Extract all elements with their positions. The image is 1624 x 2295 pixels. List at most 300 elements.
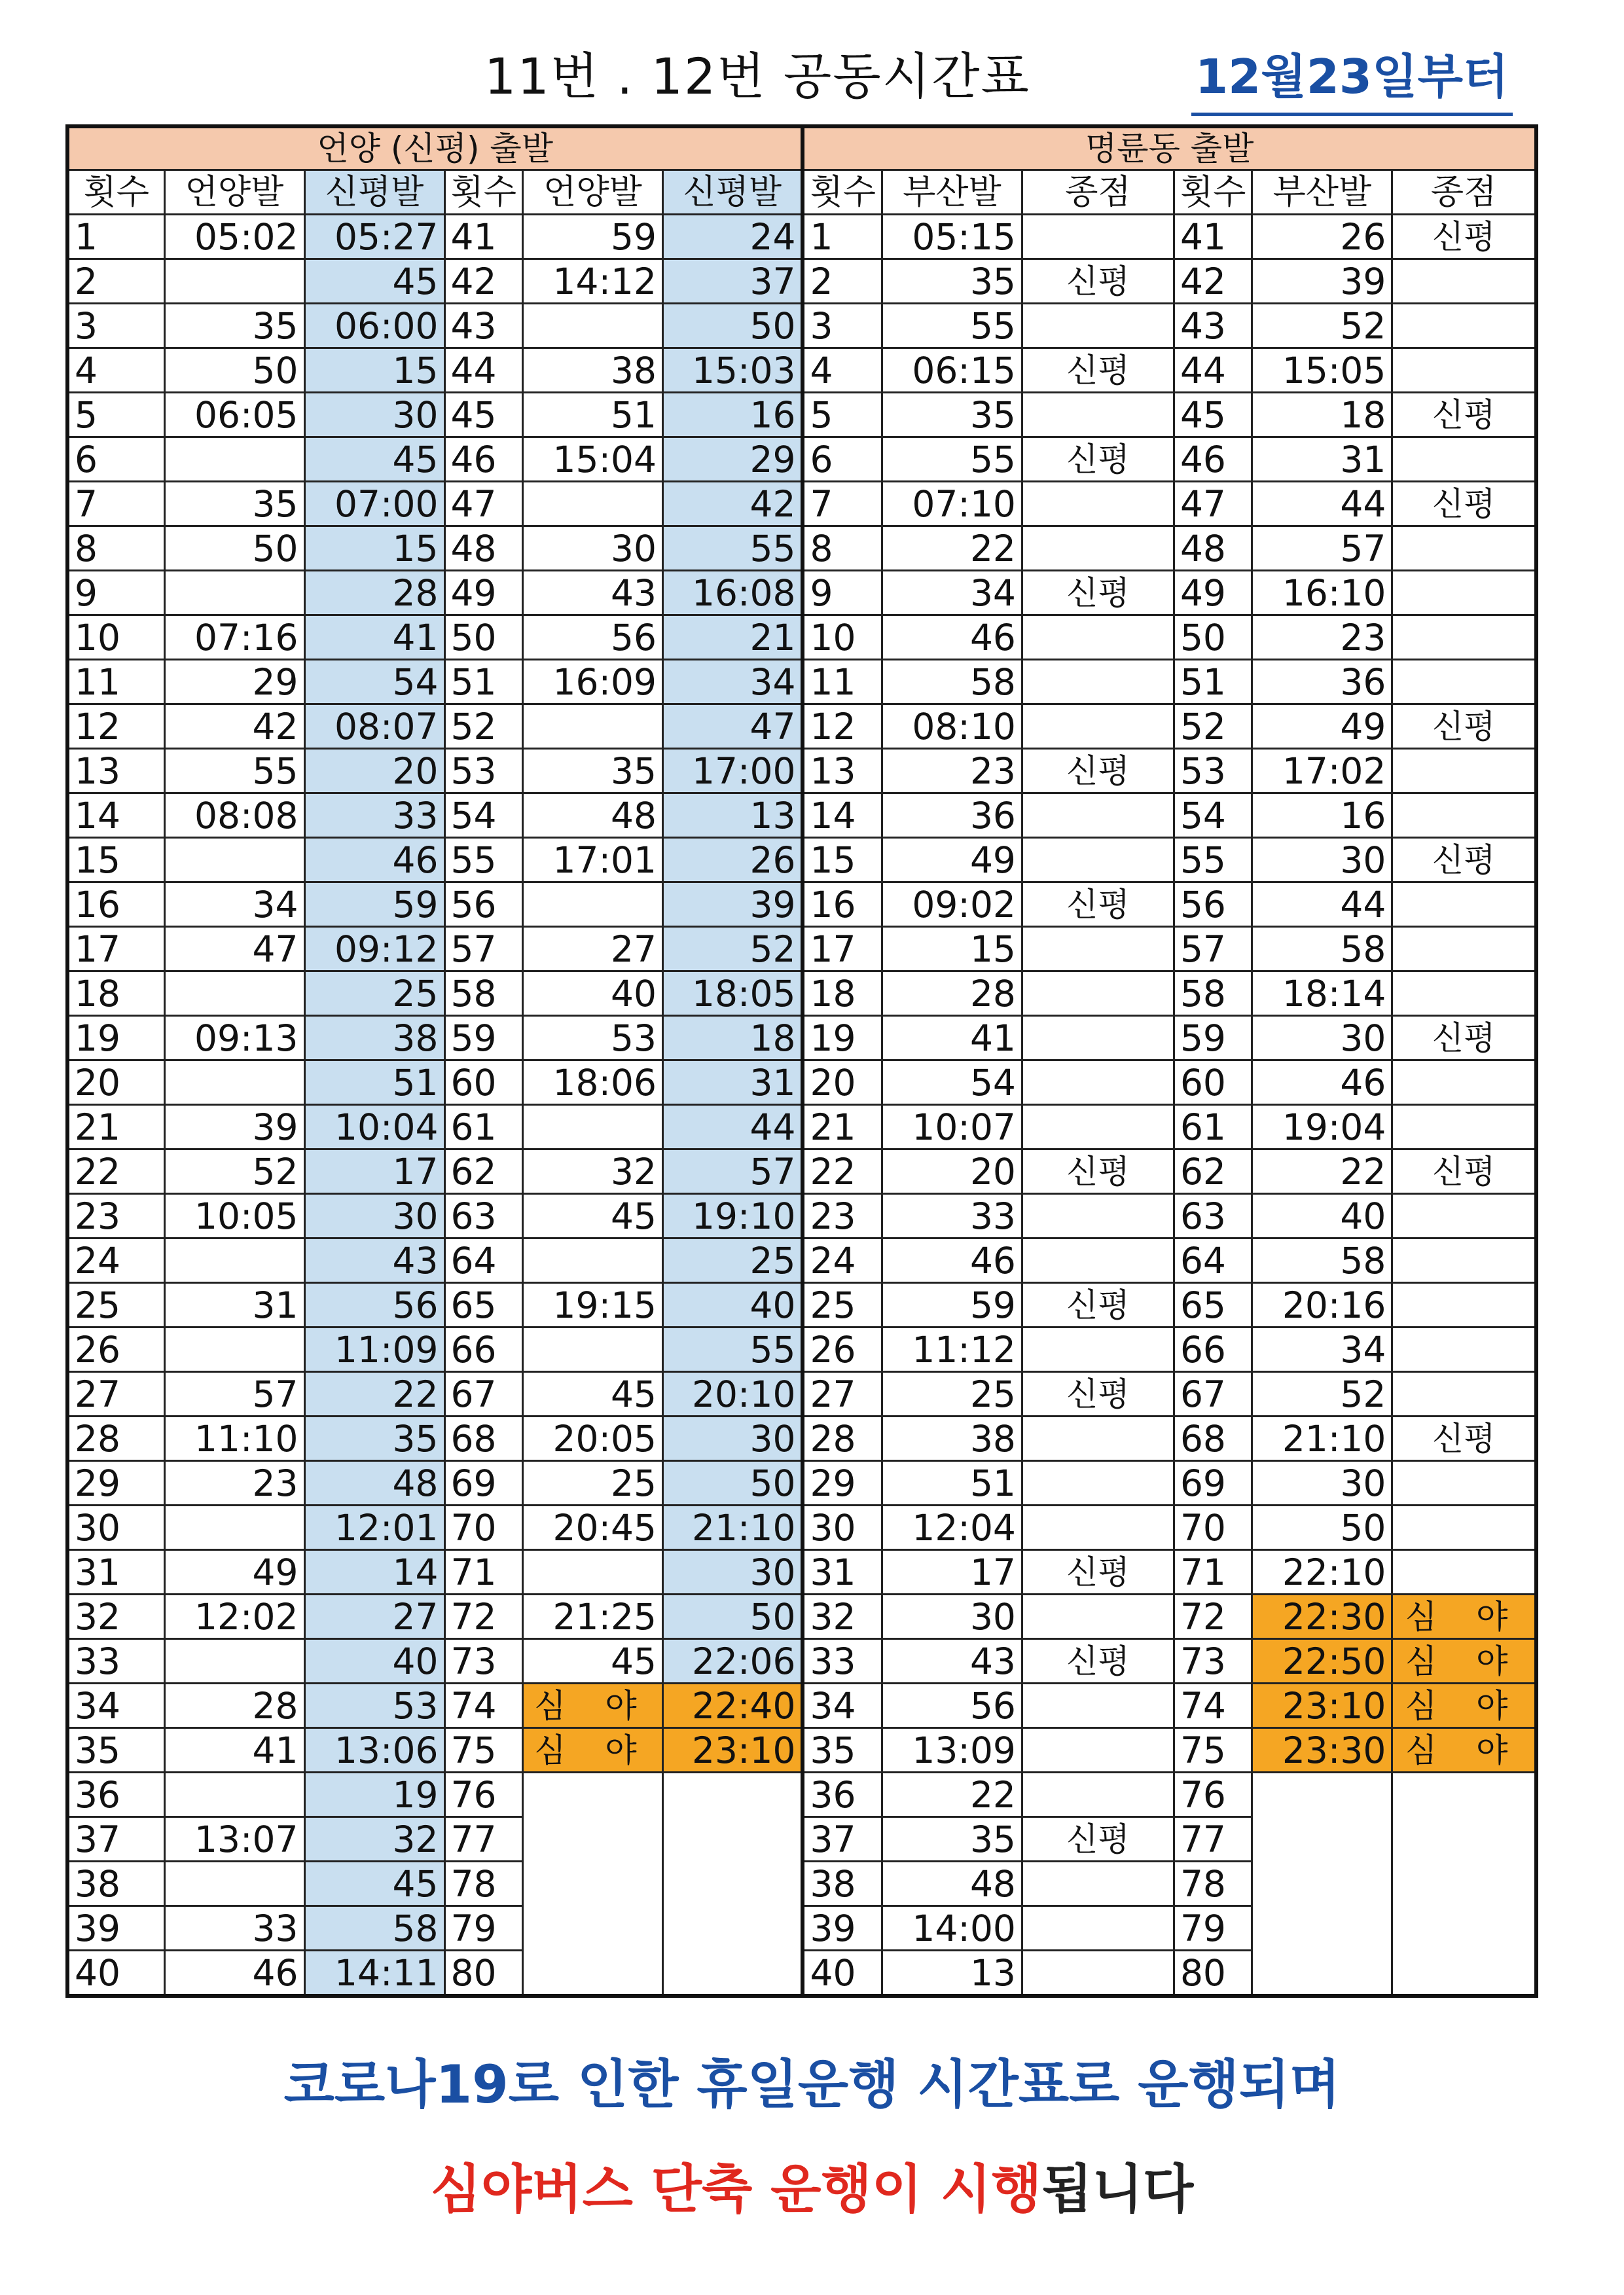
table-cell: 78 <box>1174 1862 1252 1906</box>
table-cell <box>1252 1817 1392 1862</box>
table-cell: 5 <box>803 393 882 437</box>
table-cell: 22:40 <box>662 1684 803 1728</box>
table-cell: 신평 <box>1022 348 1174 393</box>
table-cell: 3 <box>803 304 882 348</box>
table-cell: 10 <box>803 615 882 660</box>
table-cell: 신평 <box>1392 838 1536 882</box>
table-cell: 46 <box>882 615 1022 660</box>
table-cell <box>1022 1105 1174 1149</box>
table-cell: 17:00 <box>662 749 803 793</box>
table-cell: 54 <box>1174 793 1252 838</box>
table-cell <box>1392 1238 1536 1283</box>
table-cell <box>1022 927 1174 971</box>
table-cell: 63 <box>1174 1194 1252 1238</box>
table-cell: 13 <box>803 749 882 793</box>
notice-line-2 <box>0 2154 1624 2226</box>
table-cell: 67 <box>1174 1372 1252 1417</box>
table-cell: 3 <box>67 304 164 348</box>
table-cell: 47 <box>444 482 522 526</box>
table-cell: 43 <box>522 571 662 615</box>
table-cell: 11 <box>803 660 882 704</box>
table-cell: 34 <box>882 571 1022 615</box>
table-cell <box>522 1906 662 1951</box>
table-cell: 19 <box>304 1773 444 1817</box>
table-cell: 15 <box>304 348 444 393</box>
table-cell: 23 <box>164 1461 304 1506</box>
table-cell: 14:12 <box>522 259 662 304</box>
table-cell: 24 <box>803 1238 882 1283</box>
table-cell: 08:10 <box>882 704 1022 749</box>
table-cell: 25 <box>803 1283 882 1328</box>
table-cell: 53 <box>522 1016 662 1060</box>
table-cell: 58 <box>1252 927 1392 971</box>
table-cell: 43 <box>304 1238 444 1283</box>
table-row <box>67 1238 1536 1283</box>
table-cell: 32 <box>803 1595 882 1639</box>
table-cell: 신평 <box>1022 259 1174 304</box>
table-cell <box>1022 1906 1174 1951</box>
table-cell: 77 <box>1174 1817 1252 1862</box>
table-cell: 22 <box>67 1149 164 1194</box>
table-cell: 35 <box>803 1728 882 1773</box>
table-cell: 14 <box>304 1550 444 1595</box>
table-cell: 22:10 <box>1252 1550 1392 1595</box>
table-row <box>67 571 1536 615</box>
table-cell: 51 <box>1174 660 1252 704</box>
table-cell: 07:10 <box>882 482 1022 526</box>
table-cell: 30 <box>882 1595 1022 1639</box>
table-cell: 13 <box>67 749 164 793</box>
table-cell: 25 <box>67 1283 164 1328</box>
table-cell <box>1392 571 1536 615</box>
table-cell <box>1392 1060 1536 1105</box>
table-cell: 42 <box>662 482 803 526</box>
table-cell: 23:30 <box>1252 1728 1392 1773</box>
table-cell: 41 <box>164 1728 304 1773</box>
table-cell: 18:14 <box>1252 971 1392 1016</box>
table-cell: 57 <box>164 1372 304 1417</box>
table-cell: 18 <box>803 971 882 1016</box>
table-cell: 28 <box>803 1417 882 1461</box>
table-cell: 13:06 <box>304 1728 444 1773</box>
table-cell <box>1392 348 1536 393</box>
table-cell <box>164 1639 304 1684</box>
table-cell: 22 <box>304 1372 444 1417</box>
table-cell <box>1392 749 1536 793</box>
table-cell <box>1022 1595 1174 1639</box>
table-cell: 52 <box>444 704 522 749</box>
table-cell <box>1022 215 1174 259</box>
table-row <box>67 615 1536 660</box>
table-cell: 65 <box>444 1283 522 1328</box>
table-cell: 51 <box>882 1461 1022 1506</box>
table-cell: 23 <box>882 749 1022 793</box>
table-cell: 신평 <box>1022 1372 1174 1417</box>
table-cell: 20:45 <box>522 1506 662 1550</box>
table-cell: 21 <box>67 1105 164 1149</box>
table-cell: 신평 <box>1392 1417 1536 1461</box>
table-cell: 06:00 <box>304 304 444 348</box>
table-cell: 72 <box>1174 1595 1252 1639</box>
table-cell <box>164 838 304 882</box>
table-cell: 44 <box>662 1105 803 1149</box>
table-cell <box>1022 304 1174 348</box>
table-cell <box>522 1773 662 1817</box>
table-row <box>67 437 1536 482</box>
table-cell: 23 <box>1252 615 1392 660</box>
table-cell <box>522 482 662 526</box>
table-cell: 44 <box>1174 348 1252 393</box>
table-cell: 16 <box>1252 793 1392 838</box>
table-cell: 64 <box>444 1238 522 1283</box>
table-cell: 29 <box>164 660 304 704</box>
table-cell: 56 <box>882 1684 1022 1728</box>
table-cell: 55 <box>662 526 803 571</box>
table-cell: 06:05 <box>164 393 304 437</box>
table-cell: 30 <box>803 1506 882 1550</box>
table-cell: 20 <box>882 1149 1022 1194</box>
table-cell: 30 <box>304 393 444 437</box>
table-cell: 31 <box>803 1550 882 1595</box>
table-cell: 68 <box>1174 1417 1252 1461</box>
table-cell: 20:16 <box>1252 1283 1392 1328</box>
table-cell: 61 <box>1174 1105 1252 1149</box>
table-cell: 30 <box>662 1417 803 1461</box>
table-cell: 2 <box>803 259 882 304</box>
table-cell: 35 <box>882 259 1022 304</box>
table-cell: 19 <box>67 1016 164 1060</box>
table-cell: 신평 <box>1392 482 1536 526</box>
table-cell: 10:05 <box>164 1194 304 1238</box>
table-cell: 16:10 <box>1252 571 1392 615</box>
table-cell: 11 <box>67 660 164 704</box>
table-cell: 22 <box>1252 1149 1392 1194</box>
table-cell: 11:12 <box>882 1328 1022 1372</box>
col-header: 부산발 <box>882 170 1022 215</box>
table-cell: 35 <box>304 1417 444 1461</box>
table-row <box>67 1550 1536 1595</box>
table-cell <box>1022 1951 1174 1997</box>
table-cell: 47 <box>1174 482 1252 526</box>
table-cell: 30 <box>1252 1461 1392 1506</box>
table-cell <box>1022 1684 1174 1728</box>
table-cell <box>522 1238 662 1283</box>
table-cell: 27 <box>522 927 662 971</box>
table-cell: 50 <box>444 615 522 660</box>
table-cell: 46 <box>1174 437 1252 482</box>
table-cell <box>1022 1461 1174 1506</box>
table-cell: 15:05 <box>1252 348 1392 393</box>
table-cell: 38 <box>304 1016 444 1060</box>
table-cell: 50 <box>662 304 803 348</box>
table-cell: 46 <box>304 838 444 882</box>
table-cell: 신평 <box>1022 882 1174 927</box>
table-cell: 6 <box>803 437 882 482</box>
table-cell: 41 <box>1174 215 1252 259</box>
table-cell <box>1022 660 1174 704</box>
table-cell: 10:07 <box>882 1105 1022 1149</box>
table-cell: 19:04 <box>1252 1105 1392 1149</box>
col-header: 종점 <box>1022 170 1174 215</box>
table-cell: 신평 <box>1392 1149 1536 1194</box>
table-cell: 18:05 <box>662 971 803 1016</box>
table-cell: 48 <box>522 793 662 838</box>
table-cell: 43 <box>1174 304 1252 348</box>
table-cell: 16:09 <box>522 660 662 704</box>
page-header <box>0 41 1624 119</box>
table-cell: 20 <box>304 749 444 793</box>
table-cell: 심 야 <box>1392 1595 1536 1639</box>
table-cell: 36 <box>67 1773 164 1817</box>
table-row <box>67 526 1536 571</box>
table-cell: 18 <box>67 971 164 1016</box>
table-cell: 16 <box>662 393 803 437</box>
table-cell: 72 <box>444 1595 522 1639</box>
table-cell: 25 <box>882 1372 1022 1417</box>
table-cell: 59 <box>304 882 444 927</box>
table-cell: 16:08 <box>662 571 803 615</box>
table-cell: 08:07 <box>304 704 444 749</box>
table-cell: 60 <box>1174 1060 1252 1105</box>
table-cell <box>1022 526 1174 571</box>
table-cell <box>1022 1194 1174 1238</box>
table-cell: 14:11 <box>304 1951 444 1997</box>
table-cell: 55 <box>1174 838 1252 882</box>
table-cell: 35 <box>882 393 1022 437</box>
table-cell: 71 <box>444 1550 522 1595</box>
col-header: 신평발 <box>304 170 444 215</box>
table-cell: 신평 <box>1022 1283 1174 1328</box>
table-cell <box>1022 1773 1174 1817</box>
table-row <box>67 1283 1536 1328</box>
table-cell <box>1392 1194 1536 1238</box>
table-cell: 12 <box>67 704 164 749</box>
table-cell: 50 <box>164 526 304 571</box>
table-cell: 심 야 <box>1392 1728 1536 1773</box>
table-cell: 22 <box>882 1773 1022 1817</box>
table-cell: 신평 <box>1022 1149 1174 1194</box>
table-cell: 심 야 <box>522 1728 662 1773</box>
table-cell <box>164 259 304 304</box>
table-cell: 8 <box>803 526 882 571</box>
table-cell: 27 <box>67 1372 164 1417</box>
table-cell: 42 <box>164 704 304 749</box>
table-cell: 80 <box>444 1951 522 1997</box>
table-cell: 15:03 <box>662 348 803 393</box>
table-cell: 50 <box>164 348 304 393</box>
table-cell: 74 <box>444 1684 522 1728</box>
table-cell: 57 <box>1174 927 1252 971</box>
table-cell: 22 <box>882 526 1022 571</box>
table-cell: 62 <box>1174 1149 1252 1194</box>
table-row <box>67 1149 1536 1194</box>
table-cell <box>522 304 662 348</box>
table-cell: 59 <box>522 215 662 259</box>
table-cell: 07:00 <box>304 482 444 526</box>
table-cell: 13 <box>882 1951 1022 1997</box>
table-cell: 15 <box>882 927 1022 971</box>
table-cell <box>662 1951 803 1997</box>
table-cell: 73 <box>444 1639 522 1684</box>
col-header: 언양발 <box>164 170 304 215</box>
effective-date: 12월23일부터 <box>1191 41 1513 116</box>
table-cell: 66 <box>1174 1328 1252 1372</box>
table-cell: 23 <box>803 1194 882 1238</box>
table-cell <box>1022 1016 1174 1060</box>
table-cell <box>1392 437 1536 482</box>
table-cell: 52 <box>1252 304 1392 348</box>
table-cell <box>1392 1105 1536 1149</box>
table-cell: 54 <box>304 660 444 704</box>
table-cell: 44 <box>444 348 522 393</box>
table-cell <box>1392 1951 1536 1997</box>
table-cell: 25 <box>522 1461 662 1506</box>
table-cell: 56 <box>1174 882 1252 927</box>
timetable-body <box>67 126 1536 1996</box>
table-cell <box>1022 1417 1174 1461</box>
table-row <box>67 1328 1536 1372</box>
table-row <box>67 1060 1536 1105</box>
table-cell <box>1392 526 1536 571</box>
table-cell: 35 <box>67 1728 164 1773</box>
table-cell: 41 <box>304 615 444 660</box>
table-cell: 45 <box>522 1194 662 1238</box>
table-cell: 1 <box>803 215 882 259</box>
table-cell <box>164 1060 304 1105</box>
table-cell: 9 <box>67 571 164 615</box>
table-row <box>67 215 1536 259</box>
table-cell: 5 <box>67 393 164 437</box>
col-header: 종점 <box>1392 170 1536 215</box>
table-cell: 50 <box>1174 615 1252 660</box>
table-cell: 31 <box>164 1283 304 1328</box>
table-cell: 40 <box>803 1951 882 1997</box>
table-cell: 23 <box>67 1194 164 1238</box>
table-cell: 08:08 <box>164 793 304 838</box>
table-cell: 17:01 <box>522 838 662 882</box>
table-cell: 52 <box>1174 704 1252 749</box>
table-cell <box>662 1862 803 1906</box>
table-cell: 신평 <box>1022 571 1174 615</box>
table-cell <box>1392 1328 1536 1372</box>
table-cell: 45 <box>304 437 444 482</box>
table-cell <box>164 1238 304 1283</box>
table-cell: 57 <box>662 1149 803 1194</box>
table-cell: 77 <box>444 1817 522 1862</box>
table-cell: 45 <box>304 1862 444 1906</box>
table-cell: 12:01 <box>304 1506 444 1550</box>
table-cell: 14 <box>67 793 164 838</box>
table-cell: 7 <box>803 482 882 526</box>
table-cell: 74 <box>1174 1684 1252 1728</box>
table-cell <box>1392 1372 1536 1417</box>
table-cell: 35 <box>164 304 304 348</box>
table-cell: 40 <box>522 971 662 1016</box>
table-cell: 46 <box>444 437 522 482</box>
table-cell: 73 <box>1174 1639 1252 1684</box>
table-cell: 14 <box>803 793 882 838</box>
table-cell: 21:10 <box>1252 1417 1392 1461</box>
table-cell: 41 <box>882 1016 1022 1060</box>
table-cell: 48 <box>304 1461 444 1506</box>
table-cell: 14:00 <box>882 1906 1022 1951</box>
col-header: 횟수 <box>67 170 164 215</box>
table-cell: 25 <box>304 971 444 1016</box>
table-cell <box>1392 927 1536 971</box>
table-cell: 31 <box>662 1060 803 1105</box>
table-cell: 50 <box>662 1461 803 1506</box>
table-cell: 50 <box>1252 1506 1392 1550</box>
table-cell: 42 <box>444 259 522 304</box>
table-cell: 53 <box>444 749 522 793</box>
notice-line-2-red: 심야버스 단축 운행이 시행 <box>430 2159 1042 2220</box>
table-cell: 7 <box>67 482 164 526</box>
table-row <box>67 704 1536 749</box>
table-cell: 29 <box>67 1461 164 1506</box>
table-cell: 78 <box>444 1862 522 1906</box>
table-cell <box>164 1328 304 1372</box>
table-cell: 심 야 <box>1392 1639 1536 1684</box>
table-cell: 17:02 <box>1252 749 1392 793</box>
table-cell: 53 <box>304 1684 444 1728</box>
table-cell: 2 <box>67 259 164 304</box>
table-cell: 19 <box>803 1016 882 1060</box>
table-cell: 56 <box>522 615 662 660</box>
table-cell: 47 <box>164 927 304 971</box>
table-cell: 34 <box>67 1684 164 1728</box>
table-cell: 21 <box>803 1105 882 1149</box>
table-cell: 49 <box>164 1550 304 1595</box>
table-cell: 33 <box>304 793 444 838</box>
col-header: 신평발 <box>662 170 803 215</box>
page-title: 11번 . 12번 공동시간표 <box>484 47 1030 105</box>
table-cell: 신평 <box>1022 1639 1174 1684</box>
table-cell: 54 <box>444 793 522 838</box>
table-cell: 17 <box>304 1149 444 1194</box>
table-cell: 46 <box>882 1238 1022 1283</box>
table-row <box>67 1906 1536 1951</box>
table-row <box>67 971 1536 1016</box>
table-row <box>67 660 1536 704</box>
departure-right: 명륜동 출발 <box>803 126 1536 170</box>
table-cell: 20 <box>67 1060 164 1105</box>
table-cell <box>1022 482 1174 526</box>
table-cell <box>164 1506 304 1550</box>
table-cell: 55 <box>882 304 1022 348</box>
table-cell: 66 <box>444 1328 522 1372</box>
table-cell: 51 <box>444 660 522 704</box>
table-cell: 13:09 <box>882 1728 1022 1773</box>
table-cell: 신평 <box>1022 749 1174 793</box>
table-cell: 45 <box>1174 393 1252 437</box>
table-cell: 19:15 <box>522 1283 662 1328</box>
table-cell: 57 <box>1252 526 1392 571</box>
table-cell <box>522 1951 662 1997</box>
table-cell: 35 <box>882 1817 1022 1862</box>
table-cell: 16 <box>803 882 882 927</box>
table-cell: 38 <box>522 348 662 393</box>
table-cell: 70 <box>1174 1506 1252 1550</box>
table-cell: 11:10 <box>164 1417 304 1461</box>
table-row <box>67 304 1536 348</box>
table-cell: 65 <box>1174 1283 1252 1328</box>
table-row <box>67 1951 1536 1997</box>
table-cell: 30 <box>67 1506 164 1550</box>
table-cell <box>662 1773 803 1817</box>
timetable <box>65 124 1538 1998</box>
table-row <box>67 1728 1536 1773</box>
notice-line-1: 코로나19로 인한 휴일운행 시간표로 운행되며 <box>283 2054 1341 2115</box>
